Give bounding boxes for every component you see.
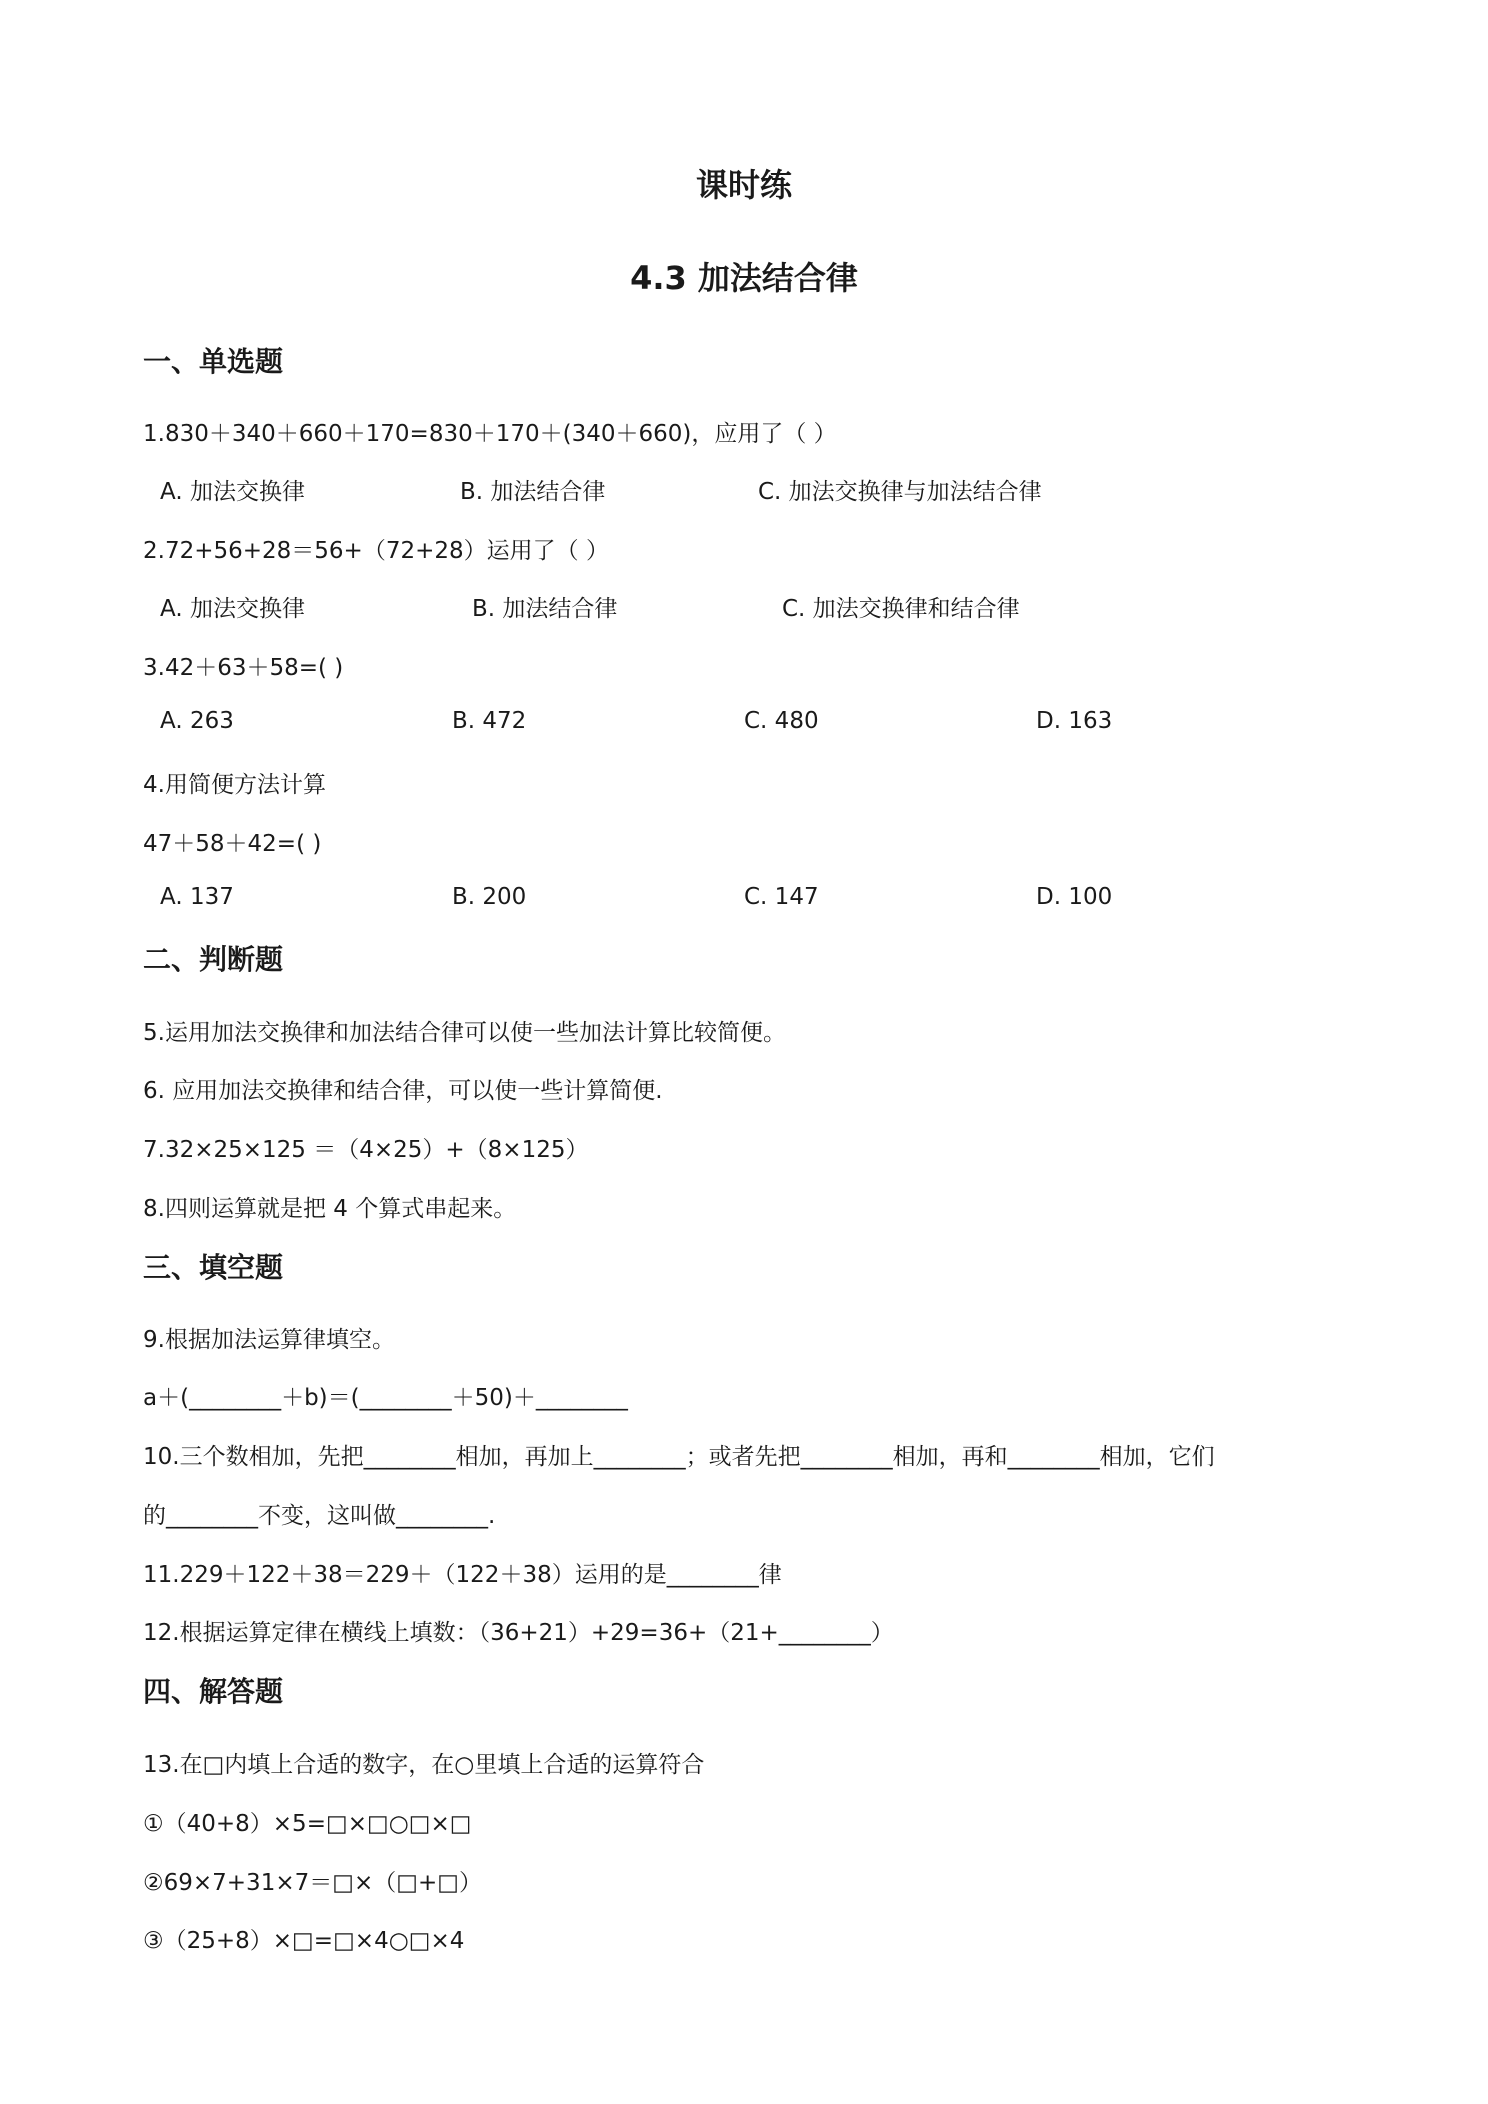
question-4-expression: 47＋58＋42=( ) [143, 831, 322, 857]
question-4: 4.用简便方法计算 [143, 772, 326, 798]
option-c: C. 480 [744, 708, 819, 734]
question-2: 2.72+56+28＝56+（72+28）运用了（ ） [143, 538, 609, 564]
question-13: 13.在□内填上合适的数字，在○里填上合适的运算符合 [143, 1752, 705, 1778]
option-b: B. 加法结合律 [472, 596, 618, 622]
question-6: 6. 应用加法交换律和结合律，可以使一些计算简便. [143, 1078, 663, 1104]
option-d: D. 163 [1036, 708, 1113, 734]
question-10-cont: 的________不变，这叫做________. [143, 1503, 496, 1529]
option-c: C. 加法交换律和结合律 [782, 596, 1020, 622]
question-9-blanks: a＋(________＋b)＝(________＋50)＋________ [143, 1385, 628, 1411]
page-title: 课时练 [695, 166, 792, 204]
question-13-item-2: ②69×7+31×7＝□×（□+□） [143, 1870, 482, 1896]
question-7: 7.32×25×125 ＝（4×25）+（8×125） [143, 1137, 589, 1163]
option-a: A. 263 [160, 708, 234, 734]
section-heading: 一、单选题 [143, 345, 284, 378]
question-9: 9.根据加法运算律填空。 [143, 1327, 395, 1353]
option-b: B. 加法结合律 [460, 479, 606, 505]
option-a: A. 加法交换律 [160, 479, 305, 505]
question-10: 10.三个数相加，先把________相加，再加上________；或者先把________相加，再和________相加，它们 [143, 1444, 1215, 1470]
question-3: 3.42＋63＋58=( ) [143, 655, 344, 681]
page-subtitle: 4.3 加法结合律 [630, 259, 858, 297]
option-d: D. 100 [1036, 884, 1113, 910]
section-heading: 三、填空题 [143, 1251, 284, 1284]
option-c: C. 147 [744, 884, 819, 910]
option-a: A. 137 [160, 884, 234, 910]
section-heading: 二、判断题 [143, 943, 284, 976]
question-1: 1.830＋340＋660＋170=830＋170＋(340＋660)，应用了（ ） [143, 421, 837, 447]
option-a: A. 加法交换律 [160, 596, 305, 622]
option-b: B. 472 [452, 708, 527, 734]
question-12: 12.根据运算定律在横线上填数：（36+21）+29=36+（21+________） [143, 1620, 894, 1646]
question-13-item-3: ③（25+8）×□=□×4○□×4 [143, 1928, 465, 1954]
question-11: 11.229＋122＋38＝229＋（122＋38）运用的是________律 [143, 1562, 782, 1588]
option-c: C. 加法交换律与加法结合律 [758, 479, 1042, 505]
question-13-item-1: ①（40+8）×5=□×□○□×□ [143, 1811, 472, 1837]
question-5: 5.运用加法交换律和加法结合律可以使一些加法计算比较简便。 [143, 1020, 786, 1046]
question-8: 8.四则运算就是把 4 个算式串起来。 [143, 1196, 517, 1222]
option-b: B. 200 [452, 884, 527, 910]
section-heading: 四、解答题 [143, 1675, 284, 1708]
